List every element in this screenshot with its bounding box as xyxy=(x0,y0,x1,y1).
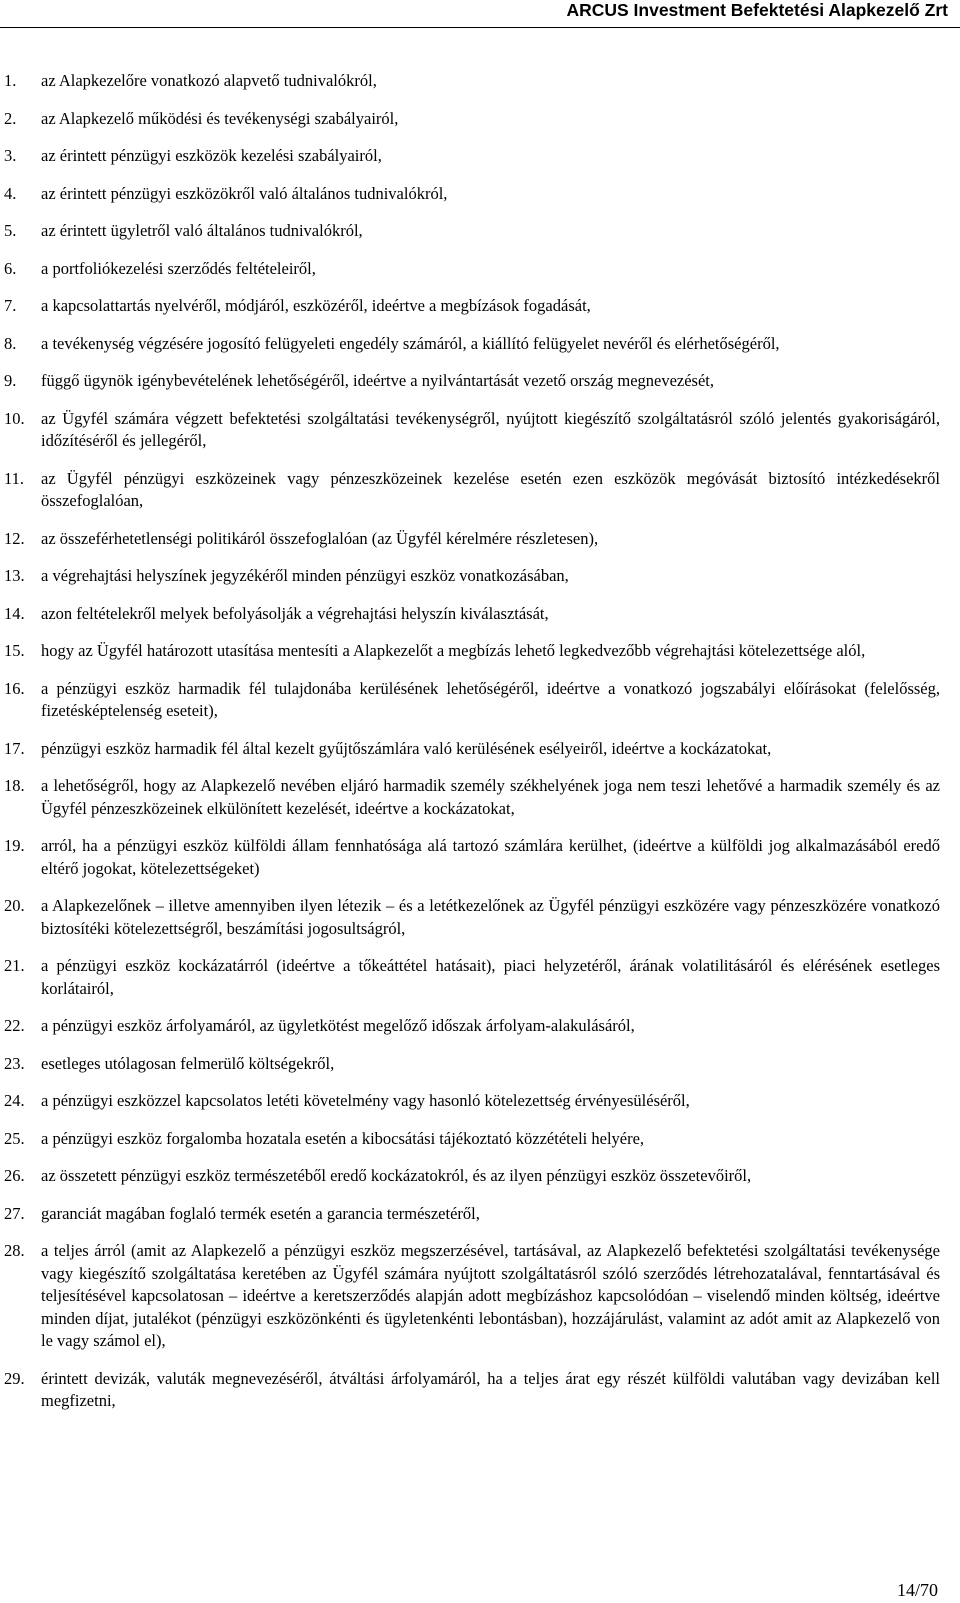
list-item xyxy=(0,468,960,513)
list-item xyxy=(0,183,960,206)
item-text: a pénzügyi eszközzel kapcsolatos letéti követelmény vagy hasonló kötelezettség érvényesüléséről, xyxy=(41,1091,690,1110)
list-item xyxy=(0,528,960,551)
item-number: 4. xyxy=(4,183,17,203)
list-item xyxy=(0,640,960,663)
item-number: 11. xyxy=(4,468,25,488)
item-number: 8. xyxy=(4,333,17,353)
item-text: esetleges utólagosan felmerülő költségekről, xyxy=(41,1053,335,1073)
list-item xyxy=(0,565,960,588)
list-item xyxy=(0,70,960,93)
item-text: az Alapkezelő működési és tevékenységi szabályairól, xyxy=(41,108,399,128)
item-number: 17. xyxy=(4,738,25,758)
item-text: a teljes árról (amit az Alapkezelő a pénzügyi eszköz megszerzésével, tartásával, az Alapkezelő befektetési szolgáltatási tevékenysége vagy kiegészítő szolgáltatása keretében az Ügyfél számára nyújtott szolgáltatásról szóló szerződés létrehozatalával, fenntartásával és teljesítésével kapcsolatosan – ideértve a keretszerződés alapján adott megbízáshoz kapcsolódóan – viselendő minden költség, ideértve minden díjat, jutalékot (pénzügyi eszközönkénti és ügyletenkénti lebontásban), hozzájárulást, valamint az adót amit az Alapkezelő von le vagy számol el), xyxy=(41,1241,940,1350)
item-text: a végrehajtási helyszínek jegyzékéről minden pénzügyi eszköz vonatkozásában, xyxy=(41,566,569,585)
item-text: a pénzügyi eszköz forgalomba hozatala esetén a kibocsátási tájékoztató közzétételi helyére, xyxy=(41,1128,645,1148)
list-item xyxy=(0,333,960,356)
item-text: érintett devizák, valuták megnevezéséről, átváltási árfolyamáról, ha a teljes árat egy részét külföldi valutában vagy devizában kell megfizetni, xyxy=(41,1368,940,1410)
item-text: az Alapkezelőre vonatkozó alapvető tudnivalókról, xyxy=(41,71,377,90)
list-item xyxy=(0,145,960,168)
list-item xyxy=(0,895,960,940)
item-text: a lehetőségről, hogy az Alapkezelő nevében eljáró harmadik személy székhelyének joga nem teszi lehetővé a harmadik személy és az Ügyfél pénzeszközeinek elkülönített kezelését, ideértve a kockázatokat, xyxy=(41,776,940,818)
list-item xyxy=(0,408,960,453)
list-item xyxy=(0,678,960,723)
item-text: a pénzügyi eszköz harmadik fél tulajdonába kerülésének lehetőségéről, ideértve a vonatkozó jogszabályi előírásokat (felelősség, fizetésképtelenség eseteit), xyxy=(41,678,940,720)
item-text: a portfoliókezelési szerződés feltételeiről, xyxy=(41,258,316,278)
list-item xyxy=(0,370,960,393)
item-number: 18. xyxy=(4,776,25,795)
item-text: a kapcsolattartás nyelvéről, módjáról, eszközéről, ideértve a megbízások fogadását, xyxy=(41,296,591,315)
item-text: garanciát magában foglaló termék esetén a garancia természetéről, xyxy=(41,1203,480,1223)
list-item xyxy=(0,955,960,1000)
list-item xyxy=(0,1053,960,1076)
item-number: 24. xyxy=(4,1091,25,1110)
item-number: 9. xyxy=(4,371,17,390)
item-number: 19. xyxy=(4,836,25,855)
list-item xyxy=(0,1368,960,1413)
item-number: 26. xyxy=(4,1166,25,1185)
item-text: arról, ha a pénzügyi eszköz külföldi állam fennhatósága alá tartozó számlára kerülhet, (ideértve a külföldi jog alkalmazásából eredő eltérő jogokat, kötelezettségeket) xyxy=(41,836,940,878)
numbered-list xyxy=(0,70,960,1428)
item-number: 3. xyxy=(4,146,17,165)
item-text: az érintett pénzügyi eszközök kezelési szabályairól, xyxy=(41,146,382,165)
item-text: az összetett pénzügyi eszköz természetéből eredő kockázatokról, és az ilyen pénzügyi eszköz összetevőiről, xyxy=(41,1166,752,1185)
item-text: az Ügyfél pénzügyi eszközeinek vagy pénzeszközeinek kezelése esetén ezen eszközök megóvását biztosító intézkedésekről összefoglalóan, xyxy=(41,468,940,510)
list-item xyxy=(0,108,960,131)
item-number: 27. xyxy=(4,1203,25,1223)
list-item xyxy=(0,1090,960,1113)
item-number: 6. xyxy=(4,258,17,278)
item-text: pénzügyi eszköz harmadik fél által kezelt gyűjtőszámlára való kerülésének esélyeiről, ideértve a kockázatokat, xyxy=(41,738,772,758)
item-number: 14. xyxy=(4,603,25,623)
list-item xyxy=(0,220,960,243)
list-item xyxy=(0,258,960,281)
page-number: 14/70 xyxy=(896,1580,938,1600)
header-rule xyxy=(0,27,960,28)
item-number: 20. xyxy=(4,896,25,915)
item-number: 7. xyxy=(4,296,17,315)
list-item xyxy=(0,1128,960,1151)
item-number: 29. xyxy=(4,1368,25,1388)
item-number: 10. xyxy=(4,408,25,428)
item-text: a tevékenység végzésére jogosító felügyeleti engedély számáról, a kiállító felügyelet nevéről és elérhetőségéről, xyxy=(41,333,780,353)
item-number: 1. xyxy=(4,71,17,90)
item-number: 22. xyxy=(4,1016,25,1035)
item-number: 23. xyxy=(4,1053,25,1073)
page-header: ARCUS Investment Befektetési Alapkezelő Zrt xyxy=(566,0,948,20)
list-item xyxy=(0,295,960,318)
list-item xyxy=(0,1165,960,1188)
item-text: a pénzügyi eszköz árfolyamáról, az ügyletkötést megelőző időszak árfolyam-alakulásáról, xyxy=(41,1016,635,1035)
list-item xyxy=(0,1203,960,1226)
list-item xyxy=(0,738,960,761)
item-text: az Ügyfél számára végzett befektetési szolgáltatási tevékenységről, nyújtott kiegészítő szolgáltatásról szóló jelentés gyakoriságáról, időzítéséről és jellegéről, xyxy=(41,408,940,450)
list-item xyxy=(0,1240,960,1353)
item-number: 5. xyxy=(4,221,17,240)
item-number: 2. xyxy=(4,108,17,128)
item-text: a pénzügyi eszköz kockázatárról (ideértve a tőkeáttétel hatásait), piaci helyzetéről, árának volatilitásáról és elérésének esetleges korlátairól, xyxy=(41,956,940,998)
item-number: 28. xyxy=(4,1241,25,1260)
item-number: 16. xyxy=(4,678,25,698)
item-number: 12. xyxy=(4,528,25,548)
list-item xyxy=(0,775,960,820)
list-item xyxy=(0,603,960,626)
item-text: hogy az Ügyfél határozott utasítása mentesíti a Alapkezelőt a megbízás lehető legkedvezőbb végrehajtási kötelezettsége alól, xyxy=(41,641,866,660)
list-item xyxy=(0,835,960,880)
item-text: függő ügynök igénybevételének lehetőségéről, ideértve a nyilvántartását vezető ország megnevezését, xyxy=(41,371,715,390)
item-text: az érintett ügyletről való általános tudnivalókról, xyxy=(41,221,363,240)
item-number: 25. xyxy=(4,1128,25,1148)
item-text: azon feltételekről melyek befolyásolják a végrehajtási helyszín kiválasztását, xyxy=(41,603,549,623)
list-item xyxy=(0,1015,960,1038)
item-text: az összeférhetetlenségi politikáról összefoglalóan (az Ügyfél kérelmére részletesen), xyxy=(41,528,599,548)
item-number: 13. xyxy=(4,566,25,585)
item-number: 15. xyxy=(4,641,25,660)
item-text: a Alapkezelőnek – illetve amennyiben ilyen létezik – és a letétkezelőnek az Ügyfél pénzügyi eszközére vagy pénzeszközére vonatkozó biztosítéki kötelezettségről, beszámítási jogosultságról, xyxy=(41,896,940,938)
item-text: az érintett pénzügyi eszközökről való általános tudnivalókról, xyxy=(41,183,448,203)
item-number: 21. xyxy=(4,956,25,975)
